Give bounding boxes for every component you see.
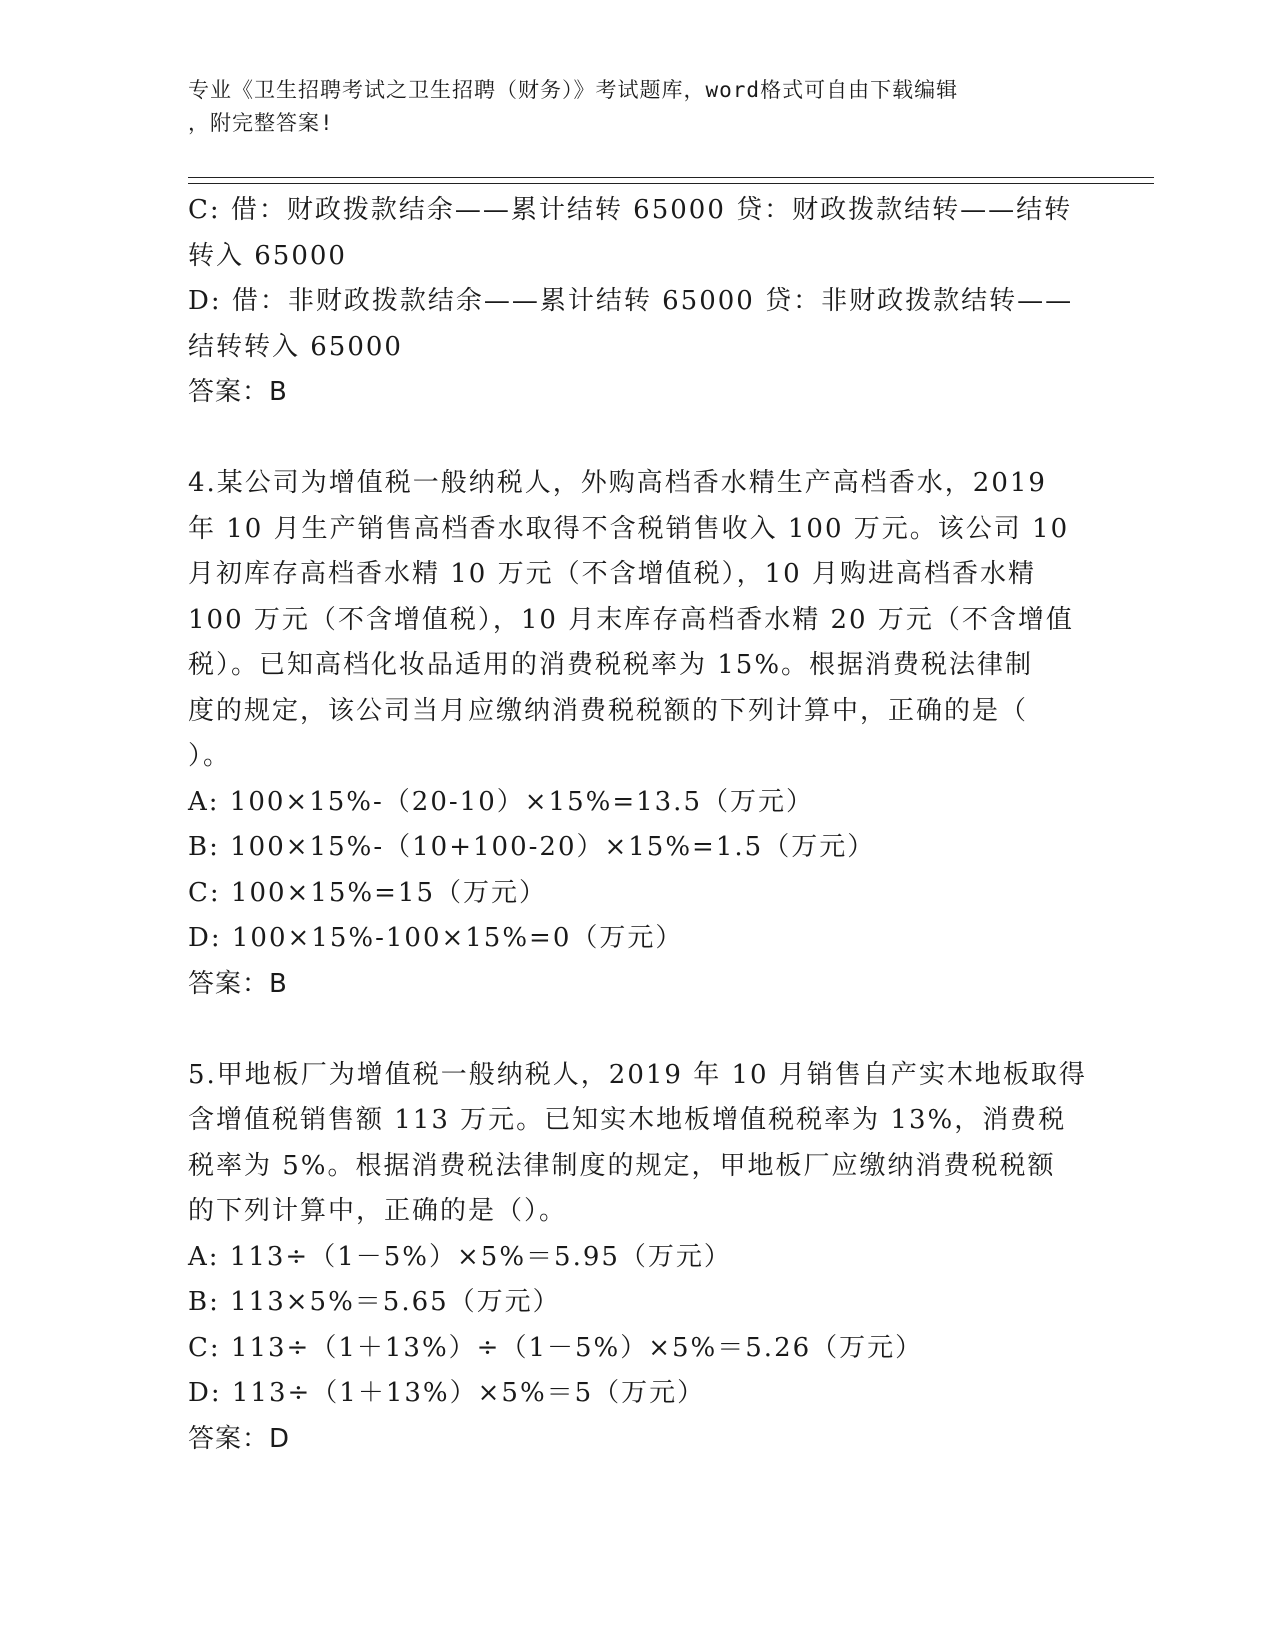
q4-stem-line: 年 10 月生产销售高档香水取得不含税销售收入 100 万元。该公司 10	[188, 513, 1070, 544]
q4-option-c: C: 100×15%=15（万元）	[188, 877, 547, 908]
header-line-2: ，附完整答案!	[188, 111, 334, 135]
q3-option-c-line-2: 转入 65000	[188, 240, 347, 271]
header-rule-top	[188, 177, 1154, 178]
question-3-tail	[188, 188, 1088, 416]
q5-option-d: D: 113÷（1＋13%）×5%＝5（万元）	[188, 1378, 706, 1408]
q4-stem-line: 度的规定，该公司当月应缴纳消费税税额的下列计算中，正确的是（	[188, 695, 1029, 726]
q5-option-a: A: 113÷（1－5%）×5%＝5.95（万元）	[188, 1241, 732, 1272]
q3-option-c-line-1: C: 借：财政拨款结余——累计结转 65000 贷：财政拨款结转——结转	[188, 195, 1073, 225]
q5-option-b: B: 113×5%＝5.65（万元）	[188, 1287, 561, 1317]
q3-option-d-line-2: 结转转入 65000	[188, 331, 403, 362]
q4-stem-line: 100 万元（不含增值税），10 月末库存高档香水精 20 万元（不含增值	[188, 604, 1074, 635]
q4-stem-line: 月初库存高档香水精 10 万元（不含增值税），10 月购进高档香水精	[188, 559, 1036, 589]
q5-option-c: C: 113÷（1＋13%）÷（1－5%）×5%＝5.26（万元）	[188, 1332, 924, 1363]
q5-stem-line: 税率为 5%。根据消费税法律制度的规定，甲地板厂应缴纳消费税税额	[188, 1150, 1056, 1181]
q5-answer: 答案：D	[188, 1423, 291, 1454]
spacer	[188, 416, 1088, 462]
q5-stem-line: 的下列计算中，正确的是（）。	[188, 1196, 568, 1226]
q4-answer: 答案：B	[188, 968, 288, 999]
question-5	[188, 1053, 1088, 1463]
page-header	[188, 74, 1068, 140]
q4-stem-line: ）。	[188, 741, 232, 771]
document-body	[188, 188, 1088, 1462]
q4-option-b: B: 100×15%-（10+100-20）×15%=1.5（万元）	[188, 832, 876, 862]
header-line-1: 专业《卫生招聘考试之卫生招聘（财务）》考试题库，word格式可自由下载编辑	[188, 78, 959, 102]
q5-stem-line: 5.甲地板厂为增值税一般纳税人，2019 年 10 月销售自产实木地板取得	[188, 1059, 1087, 1090]
question-4	[188, 461, 1088, 1007]
spacer	[188, 1007, 1088, 1053]
q4-option-a: A: 100×15%-（20-10）×15%=13.5（万元）	[188, 786, 814, 817]
q3-option-d-line-1: D: 借：非财政拨款结余——累计结转 65000 贷：非财政拨款结转——	[188, 286, 1074, 316]
q5-stem-line: 含增值税销售额 113 万元。已知实木地板增值税税率为 13%，消费税	[188, 1105, 1067, 1135]
q3-answer: 答案：B	[188, 377, 288, 407]
q4-stem-line: 税）。已知高档化妆品适用的消费税税率为 15%。根据消费税法律制	[188, 650, 1034, 680]
q4-option-d: D: 100×15%-100×15%=0（万元）	[188, 923, 684, 953]
header-rule-bottom	[188, 183, 1154, 184]
q4-stem-line: 4.某公司为增值税一般纳税人，外购高档香水精生产高档香水，2019	[188, 468, 1047, 498]
